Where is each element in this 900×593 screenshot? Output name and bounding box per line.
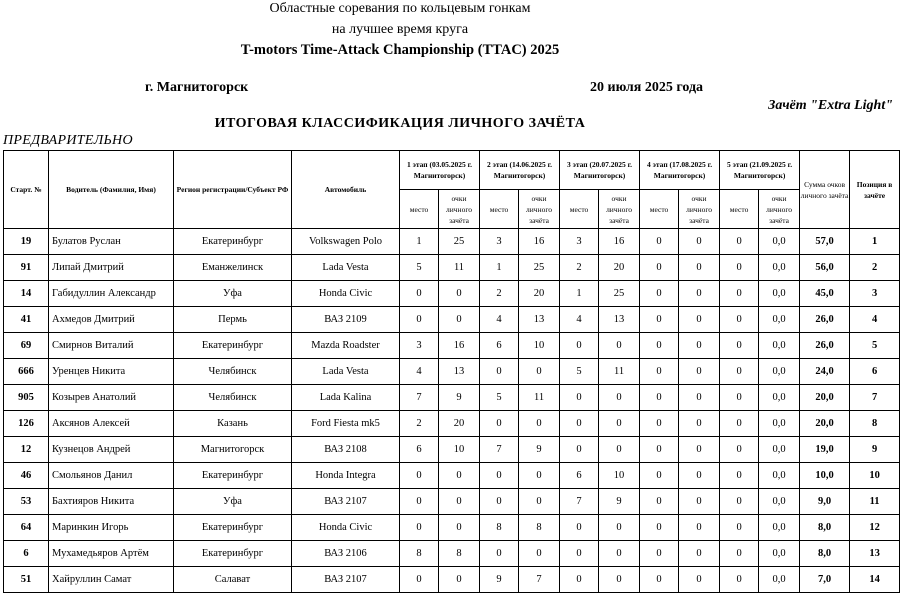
header-points: очки личного зачёта (599, 190, 640, 229)
stage-points-cell: 7 (519, 567, 560, 593)
stage-points-cell: 9 (439, 385, 480, 411)
driver-cell: Козырев Анатолий (49, 385, 174, 411)
start-number-cell: 53 (4, 489, 49, 515)
car-cell: ВАЗ 2109 (292, 307, 400, 333)
stage-points-cell: 20 (439, 411, 480, 437)
start-number-cell: 666 (4, 359, 49, 385)
stage-points-cell: 0,0 (759, 333, 800, 359)
stage-points-cell: 9 (599, 489, 640, 515)
car-cell: ВАЗ 2108 (292, 437, 400, 463)
stage-place-cell: 0 (400, 515, 439, 541)
stage-points-cell: 0,0 (759, 437, 800, 463)
stage-points-cell: 25 (519, 255, 560, 281)
driver-cell: Кузнецов Андрей (49, 437, 174, 463)
stage-place-cell: 0 (560, 515, 599, 541)
championship-title: T-motors Time-Attack Championship (TTAC) 2025 (240, 42, 560, 58)
stage-points-cell: 20 (519, 281, 560, 307)
driver-cell: Ахмедов Дмитрий (49, 307, 174, 333)
car-cell: Lada Vesta (292, 255, 400, 281)
region-cell: Уфа (174, 281, 292, 307)
stage-points-cell: 0 (519, 463, 560, 489)
position-cell: 5 (850, 333, 900, 359)
driver-cell: Мухамедьяров Артём (49, 541, 174, 567)
stage-points-cell: 0 (439, 567, 480, 593)
stage-points-cell: 0 (679, 333, 720, 359)
position-cell: 6 (850, 359, 900, 385)
start-number-cell: 12 (4, 437, 49, 463)
driver-cell: Уренцев Никита (49, 359, 174, 385)
header-place: место (560, 190, 599, 229)
header-place: место (640, 190, 679, 229)
header-sum: Сумма очков личного зачёта (800, 151, 850, 229)
table-row (4, 463, 900, 489)
stage-place-cell: 0 (560, 385, 599, 411)
position-cell: 1 (850, 229, 900, 255)
stage-points-cell: 0,0 (759, 541, 800, 567)
stage-place-cell: 0 (640, 359, 679, 385)
stage-points-cell: 25 (599, 281, 640, 307)
stage-place-cell: 0 (720, 489, 759, 515)
stage-points-cell: 13 (519, 307, 560, 333)
start-number-cell: 51 (4, 567, 49, 593)
stage-place-cell: 7 (480, 437, 519, 463)
stage-place-cell: 5 (480, 385, 519, 411)
stage-place-cell: 0 (480, 541, 519, 567)
stage-place-cell: 7 (560, 489, 599, 515)
driver-cell: Аксянов Алексей (49, 411, 174, 437)
stage-points-cell: 0 (439, 489, 480, 515)
stage-place-cell: 0 (400, 307, 439, 333)
stage-place-cell: 0 (720, 281, 759, 307)
table-row (4, 515, 900, 541)
stage-place-cell: 1 (560, 281, 599, 307)
stage-points-cell: 0 (439, 463, 480, 489)
stage-place-cell: 0 (720, 463, 759, 489)
car-cell: Honda Civic (292, 515, 400, 541)
stage-place-cell: 0 (640, 411, 679, 437)
region-cell: Челябинск (174, 359, 292, 385)
header-car: Автомобиль (292, 151, 400, 229)
stage-place-cell: 8 (480, 515, 519, 541)
stage-points-cell: 0,0 (759, 411, 800, 437)
header-points: очки личного зачёта (759, 190, 800, 229)
table-row (4, 359, 900, 385)
stage-place-cell: 0 (640, 463, 679, 489)
stage-points-cell: 0 (599, 333, 640, 359)
start-number-cell: 6 (4, 541, 49, 567)
event-date: 20 июля 2025 года (590, 80, 704, 95)
stage-place-cell: 0 (720, 385, 759, 411)
stage-place-cell: 0 (720, 359, 759, 385)
points-sum-cell: 9,0 (800, 489, 850, 515)
points-sum-cell: 7,0 (800, 567, 850, 593)
points-sum-cell: 8,0 (800, 515, 850, 541)
header-start-number: Старт. № (4, 151, 49, 229)
stage-points-cell: 11 (439, 255, 480, 281)
table-row (4, 411, 900, 437)
stage-place-cell: 0 (640, 255, 679, 281)
stage-place-cell: 0 (400, 489, 439, 515)
stage-points-cell: 0,0 (759, 515, 800, 541)
stage-place-cell: 3 (480, 229, 519, 255)
stage-points-cell: 0 (679, 567, 720, 593)
driver-cell: Маринкин Игорь (49, 515, 174, 541)
start-number-cell: 69 (4, 333, 49, 359)
start-number-cell: 19 (4, 229, 49, 255)
points-sum-cell: 8,0 (800, 541, 850, 567)
region-cell: Екатеринбург (174, 463, 292, 489)
stage-points-cell: 8 (519, 515, 560, 541)
stage-points-cell: 10 (599, 463, 640, 489)
points-sum-cell: 57,0 (800, 229, 850, 255)
stage-place-cell: 0 (640, 229, 679, 255)
car-cell: ВАЗ 2107 (292, 567, 400, 593)
stage-place-cell: 0 (560, 333, 599, 359)
car-cell: Honda Civic (292, 281, 400, 307)
stage-points-cell: 9 (519, 437, 560, 463)
stage-place-cell: 0 (560, 411, 599, 437)
driver-cell: Смольянов Данил (49, 463, 174, 489)
class-label: Зачёт "Extra Light" (768, 98, 893, 113)
region-cell: Еманжелинск (174, 255, 292, 281)
position-cell: 4 (850, 307, 900, 333)
stage-place-cell: 0 (560, 541, 599, 567)
region-cell: Екатеринбург (174, 515, 292, 541)
header-stage-3: 3 этап (20.07.2025 г. Магнитогорск) (560, 151, 640, 190)
stage-place-cell: 0 (640, 385, 679, 411)
start-number-cell: 41 (4, 307, 49, 333)
stage-place-cell: 5 (400, 255, 439, 281)
stage-points-cell: 0 (599, 437, 640, 463)
points-sum-cell: 24,0 (800, 359, 850, 385)
start-number-cell: 126 (4, 411, 49, 437)
stage-points-cell: 10 (439, 437, 480, 463)
stage-points-cell: 0,0 (759, 255, 800, 281)
position-cell: 10 (850, 463, 900, 489)
stage-points-cell: 0 (599, 567, 640, 593)
points-sum-cell: 19,0 (800, 437, 850, 463)
position-cell: 9 (850, 437, 900, 463)
stage-points-cell: 0 (679, 515, 720, 541)
stage-points-cell: 0 (679, 281, 720, 307)
start-number-cell: 14 (4, 281, 49, 307)
table-row (4, 385, 900, 411)
car-cell: Mazda Roadster (292, 333, 400, 359)
stage-place-cell: 0 (480, 411, 519, 437)
header-line-2: на лучшее время круга (331, 22, 469, 37)
stage-points-cell: 0,0 (759, 281, 800, 307)
stage-place-cell: 1 (480, 255, 519, 281)
region-cell: Казань (174, 411, 292, 437)
table-row (4, 281, 900, 307)
stage-place-cell: 0 (480, 359, 519, 385)
start-number-cell: 64 (4, 515, 49, 541)
stage-points-cell: 0 (679, 307, 720, 333)
stage-points-cell: 8 (439, 541, 480, 567)
stage-points-cell: 0 (519, 359, 560, 385)
points-sum-cell: 56,0 (800, 255, 850, 281)
stage-place-cell: 4 (400, 359, 439, 385)
points-sum-cell: 26,0 (800, 307, 850, 333)
stage-place-cell: 2 (480, 281, 519, 307)
region-cell: Челябинск (174, 385, 292, 411)
position-cell: 13 (850, 541, 900, 567)
region-cell: Екатеринбург (174, 333, 292, 359)
stage-points-cell: 0,0 (759, 463, 800, 489)
header-points: очки личного зачёта (519, 190, 560, 229)
points-sum-cell: 10,0 (800, 463, 850, 489)
stage-place-cell: 0 (560, 567, 599, 593)
stage-points-cell: 16 (439, 333, 480, 359)
stage-place-cell: 0 (720, 255, 759, 281)
stage-place-cell: 0 (640, 567, 679, 593)
stage-place-cell: 6 (400, 437, 439, 463)
stage-points-cell: 0 (679, 411, 720, 437)
stage-points-cell: 16 (519, 229, 560, 255)
position-cell: 3 (850, 281, 900, 307)
stage-points-cell: 0 (439, 307, 480, 333)
stage-points-cell: 0 (679, 385, 720, 411)
stage-points-cell: 0 (599, 515, 640, 541)
position-cell: 8 (850, 411, 900, 437)
stage-place-cell: 0 (640, 281, 679, 307)
table-row (4, 255, 900, 281)
points-sum-cell: 20,0 (800, 411, 850, 437)
start-number-cell: 91 (4, 255, 49, 281)
stage-place-cell: 8 (400, 541, 439, 567)
stage-place-cell: 1 (400, 229, 439, 255)
stage-place-cell: 5 (560, 359, 599, 385)
header-stage-4: 4 этап (17.08.2025 г. Магнитогорск) (640, 151, 720, 190)
preliminary-label: ПРЕДВАРИТЕЛЬНО (3, 133, 133, 148)
region-cell: Магнитогорск (174, 437, 292, 463)
stage-place-cell: 0 (720, 515, 759, 541)
points-sum-cell: 26,0 (800, 333, 850, 359)
car-cell: Volkswagen Polo (292, 229, 400, 255)
results-table (3, 150, 900, 593)
region-cell: Уфа (174, 489, 292, 515)
stage-points-cell: 11 (599, 359, 640, 385)
car-cell: ВАЗ 2107 (292, 489, 400, 515)
stage-points-cell: 13 (439, 359, 480, 385)
car-cell: ВАЗ 2106 (292, 541, 400, 567)
car-cell: Ford Fiesta mk5 (292, 411, 400, 437)
table-row (4, 229, 900, 255)
header-stage-5: 5 этап (21.09.2025 г. Магнитогорск) (720, 151, 800, 190)
stage-place-cell: 0 (720, 567, 759, 593)
stage-points-cell: 0 (679, 541, 720, 567)
region-cell: Екатеринбург (174, 541, 292, 567)
table-row (4, 489, 900, 515)
stage-points-cell: 0,0 (759, 229, 800, 255)
header-place: место (720, 190, 759, 229)
stage-place-cell: 0 (720, 411, 759, 437)
stage-points-cell: 0 (679, 229, 720, 255)
stage-place-cell: 4 (560, 307, 599, 333)
region-cell: Екатеринбург (174, 229, 292, 255)
stage-place-cell: 0 (720, 437, 759, 463)
header-points: очки личного зачёта (439, 190, 480, 229)
stage-points-cell: 13 (599, 307, 640, 333)
stage-points-cell: 0,0 (759, 359, 800, 385)
table-row (4, 437, 900, 463)
header-place: место (480, 190, 519, 229)
stage-place-cell: 0 (640, 489, 679, 515)
stage-points-cell: 0,0 (759, 385, 800, 411)
stage-place-cell: 0 (480, 463, 519, 489)
start-number-cell: 905 (4, 385, 49, 411)
stage-points-cell: 0 (679, 359, 720, 385)
driver-cell: Липай Дмитрий (49, 255, 174, 281)
region-cell: Пермь (174, 307, 292, 333)
table-row (4, 333, 900, 359)
driver-cell: Габидуллин Александр (49, 281, 174, 307)
stage-place-cell: 0 (640, 307, 679, 333)
stage-place-cell: 4 (480, 307, 519, 333)
stage-points-cell: 16 (599, 229, 640, 255)
stage-points-cell: 0 (599, 385, 640, 411)
header-place: место (400, 190, 439, 229)
position-cell: 2 (850, 255, 900, 281)
stage-place-cell: 3 (400, 333, 439, 359)
header-region: Регион регистрации/Субъект РФ (174, 151, 292, 229)
stage-points-cell: 0 (679, 463, 720, 489)
stage-place-cell: 0 (640, 437, 679, 463)
car-cell: Lada Vesta (292, 359, 400, 385)
stage-points-cell: 0,0 (759, 307, 800, 333)
table-row (4, 541, 900, 567)
position-cell: 12 (850, 515, 900, 541)
stage-points-cell: 10 (519, 333, 560, 359)
stage-points-cell: 0 (439, 515, 480, 541)
driver-cell: Смирнов Виталий (49, 333, 174, 359)
stage-points-cell: 20 (599, 255, 640, 281)
table-row (4, 567, 900, 593)
event-city: г. Магнитогорск (145, 80, 249, 95)
stage-place-cell: 7 (400, 385, 439, 411)
stage-points-cell: 0,0 (759, 489, 800, 515)
stage-place-cell: 0 (640, 515, 679, 541)
car-cell: Honda Integra (292, 463, 400, 489)
stage-place-cell: 0 (640, 541, 679, 567)
header-points: очки личного зачёта (679, 190, 720, 229)
stage-place-cell: 0 (720, 307, 759, 333)
points-sum-cell: 45,0 (800, 281, 850, 307)
position-cell: 14 (850, 567, 900, 593)
classification-title: ИТОГОВАЯ КЛАССИФИКАЦИЯ ЛИЧНОГО ЗАЧЁТА (214, 116, 586, 131)
stage-points-cell: 0 (599, 411, 640, 437)
stage-points-cell: 0 (599, 541, 640, 567)
stage-place-cell: 0 (640, 333, 679, 359)
stage-points-cell: 11 (519, 385, 560, 411)
stage-place-cell: 0 (560, 437, 599, 463)
driver-cell: Хайруллин Самат (49, 567, 174, 593)
stage-place-cell: 3 (560, 229, 599, 255)
stage-place-cell: 0 (720, 229, 759, 255)
points-sum-cell: 20,0 (800, 385, 850, 411)
stage-points-cell: 0 (679, 255, 720, 281)
driver-cell: Бахтияров Никита (49, 489, 174, 515)
stage-place-cell: 0 (400, 281, 439, 307)
stage-place-cell: 6 (480, 333, 519, 359)
table-row (4, 307, 900, 333)
start-number-cell: 46 (4, 463, 49, 489)
header-position: Позиция в зачёте (850, 151, 900, 229)
stage-place-cell: 0 (400, 463, 439, 489)
stage-points-cell: 25 (439, 229, 480, 255)
stage-place-cell: 2 (560, 255, 599, 281)
driver-cell: Булатов Руслан (49, 229, 174, 255)
stage-points-cell: 0,0 (759, 567, 800, 593)
stage-place-cell: 0 (400, 567, 439, 593)
stage-points-cell: 0 (519, 489, 560, 515)
region-cell: Салават (174, 567, 292, 593)
stage-points-cell: 0 (679, 489, 720, 515)
stage-place-cell: 9 (480, 567, 519, 593)
stage-place-cell: 0 (720, 333, 759, 359)
stage-points-cell: 0 (519, 411, 560, 437)
position-cell: 11 (850, 489, 900, 515)
header-stage-1: 1 этап (03.05.2025 г. Магнитогорск) (400, 151, 480, 190)
header-stage-2: 2 этап (14.06.2025 г. Магнитогорск) (480, 151, 560, 190)
stage-place-cell: 2 (400, 411, 439, 437)
header-driver: Водитель (Фамилия, Имя) (49, 151, 174, 229)
stage-points-cell: 0 (439, 281, 480, 307)
stage-place-cell: 0 (480, 489, 519, 515)
car-cell: Lada Kalina (292, 385, 400, 411)
position-cell: 7 (850, 385, 900, 411)
stage-place-cell: 6 (560, 463, 599, 489)
stage-points-cell: 0 (519, 541, 560, 567)
stage-points-cell: 0 (679, 437, 720, 463)
stage-place-cell: 0 (720, 541, 759, 567)
header-line-1: Областные соревания по кольцевым гонкам (269, 1, 531, 16)
